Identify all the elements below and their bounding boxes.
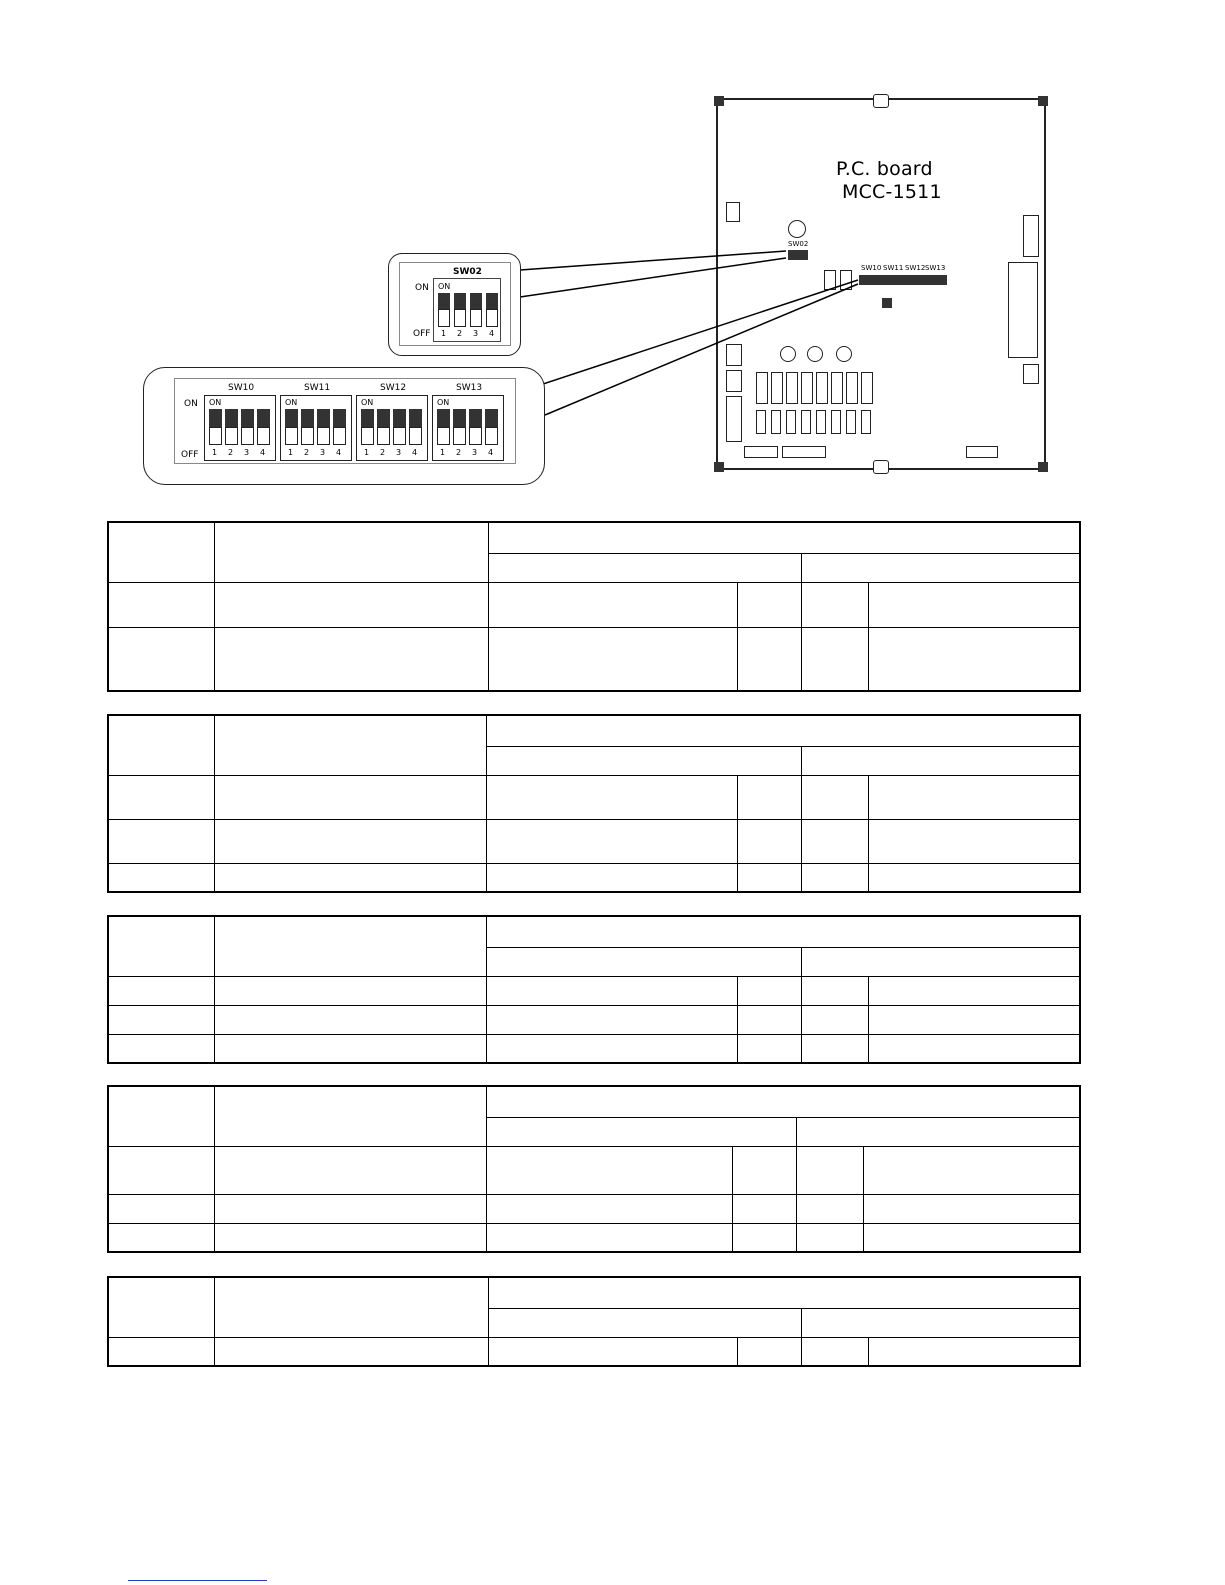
table-row xyxy=(108,1146,1080,1194)
dip-slot xyxy=(486,309,498,327)
position-2: 2 xyxy=(380,448,386,457)
position-2: 2 xyxy=(457,329,463,338)
position-1: 1 xyxy=(440,448,446,457)
position-4: 4 xyxy=(336,448,342,457)
dip-lever-4 xyxy=(486,293,498,309)
table-row xyxy=(108,863,1080,892)
sw12-inner-on: ON xyxy=(361,398,374,407)
table-cell xyxy=(488,553,801,582)
position-1: 1 xyxy=(364,448,370,457)
dip-slot xyxy=(438,309,450,327)
sw10-inner-on: ON xyxy=(209,398,222,407)
position-2: 2 xyxy=(228,448,234,457)
on-label: ON xyxy=(184,399,198,409)
footer-link-underline[interactable] xyxy=(128,1580,267,1581)
position-4: 4 xyxy=(412,448,418,457)
position-1: 1 xyxy=(288,448,294,457)
table-row xyxy=(108,976,1080,1005)
settings-table-1 xyxy=(107,521,1081,692)
table-row xyxy=(108,1223,1080,1252)
table-cell xyxy=(802,553,1080,582)
table-row xyxy=(108,1194,1080,1223)
sw11-inner-on: ON xyxy=(285,398,298,407)
dip-lever-3 xyxy=(470,293,482,309)
table-cell xyxy=(108,522,215,582)
position-1: 1 xyxy=(441,329,447,338)
settings-table-4 xyxy=(107,1085,1081,1253)
on-label: ON xyxy=(415,283,429,293)
dip-slot xyxy=(470,309,482,327)
off-label: OFF xyxy=(413,329,431,339)
sw02-dip-switch xyxy=(433,278,501,342)
settings-table-2 xyxy=(107,714,1081,893)
settings-table-3 xyxy=(107,915,1081,1064)
sw13-dip-switch xyxy=(432,395,504,461)
sw02-board-tag: SW02 xyxy=(788,240,809,248)
sw02-callout-title: SW02 xyxy=(453,267,482,277)
sw11-board-tag: SW11 xyxy=(883,264,904,272)
table-row xyxy=(108,775,1080,819)
position-3: 3 xyxy=(244,448,250,457)
settings-table-5 xyxy=(107,1276,1081,1367)
sw10-dip-switch xyxy=(204,395,276,461)
position-2: 2 xyxy=(456,448,462,457)
position-3: 3 xyxy=(396,448,402,457)
off-label: OFF xyxy=(181,450,199,460)
sw02-inner-on: ON xyxy=(438,282,451,291)
sw11-title: SW11 xyxy=(304,383,331,393)
sw13-inner-on: ON xyxy=(437,398,450,407)
table-row xyxy=(108,1337,1080,1366)
table-cell xyxy=(215,522,488,582)
position-3: 3 xyxy=(473,329,479,338)
table-row xyxy=(108,582,1080,627)
dip-lever-2 xyxy=(454,293,466,309)
position-4: 4 xyxy=(260,448,266,457)
sw02-callout xyxy=(388,253,521,356)
table-row xyxy=(108,1034,1080,1063)
sw10-13-callout xyxy=(143,367,545,485)
board-title-line1: P.C. board xyxy=(836,158,933,180)
board-title-line2: MCC-1511 xyxy=(842,181,942,203)
sw12-dip-switch xyxy=(356,395,428,461)
position-4: 4 xyxy=(489,329,495,338)
sw12-board-tag: SW12 xyxy=(905,264,926,272)
sw11-dip-switch xyxy=(280,395,352,461)
position-2: 2 xyxy=(304,448,310,457)
position-1: 1 xyxy=(212,448,218,457)
sw13-title: SW13 xyxy=(456,383,483,393)
position-3: 3 xyxy=(320,448,326,457)
table-row xyxy=(108,1005,1080,1034)
table-row xyxy=(108,819,1080,863)
dip-lever-1 xyxy=(438,293,450,309)
position-3: 3 xyxy=(472,448,478,457)
sw12-title: SW12 xyxy=(380,383,407,393)
table-row xyxy=(108,627,1080,691)
position-4: 4 xyxy=(488,448,494,457)
dip-slot xyxy=(454,309,466,327)
sw13-board-tag: SW13 xyxy=(925,264,946,272)
table-cell xyxy=(488,522,1080,553)
sw10-board-tag: SW10 xyxy=(861,264,882,272)
sw10-title: SW10 xyxy=(228,383,255,393)
